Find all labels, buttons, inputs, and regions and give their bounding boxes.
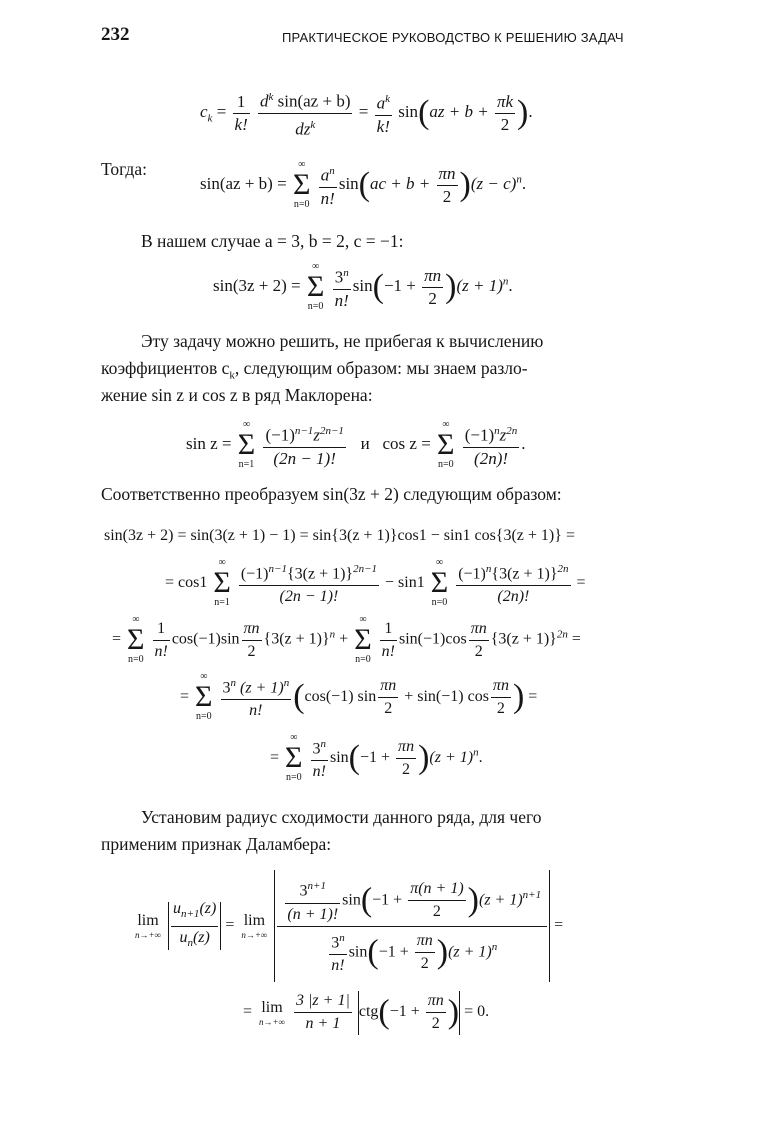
paragraph-1-line-3: жение sin z и cos z в ряд Маклорена: bbox=[101, 385, 373, 405]
running-title: ПРАКТИЧЕСКОЕ РУКОВОДСТВО К РЕШЕНИЮ ЗАДАЧ bbox=[282, 30, 624, 45]
paragraph-3-line-1: Установим радиус сходимости данного ряда, для чего bbox=[141, 807, 542, 827]
paragraph-3-line-2: применим признак Даламбера: bbox=[101, 834, 332, 854]
equation-ck: $c_k$ = $\frac{1}{k!}$ $\frac{d^k \sin(az + b)}{dz^k}$ = $\frac{a^k}{k!}$ sin(az + b + $\frac{\pi k}{2}$ ). bbox=[200, 86, 533, 140]
equation-dalembert-result: = lim n→+∞ $\frac{3 |z + 1|}{n + 1}$ ctg(−1 + $\frac{\pi n}{2}$ ) = 0. bbox=[243, 990, 489, 1035]
equation-sin-series-general: sin(az + b) = ∞ Σ n=0 $\frac{a^n}{n!}$ sin(ac + b + $\frac{\pi n}{2}$ )$(z - c)^n$. bbox=[200, 159, 527, 210]
equation-transform-line-3: = ∞ Σ n=0 $\frac{1}{n!}$ cos(−1)sin $\frac{\pi n}{2}$ $\{3(z + 1)\}^n$ + ∞ Σ n=0 $\frac{1}{n!}$ sin(−1)cos $\frac{\pi n}{2}$ $\{3(z + 1)\}^{2n}$ = bbox=[112, 614, 581, 665]
equation-sin-3z2-series: sin(3z + 2) = ∞ Σ n=0 $\frac{3^n}{n!}$ sin(−1 + $\frac{\pi n}{2}$ )$(z + 1)^n$. bbox=[213, 261, 513, 312]
equation-dalembert: lim n→+∞ $\frac{u_{n+1}(z)}{u_n(z)}$ = lim n→+∞ $\frac{3^{n+1}}{(n + 1)!}$ sin(−1 + $\frac{\pi(n + 1)}{2}$ )$(z + 1)^{n+1}$ $\frac{3^n}{n!}$ sin(−1 + $\frac{\pi n}{2}$ )$(z + 1)^n$ = bbox=[132, 870, 563, 982]
equation-transform-line-5: = ∞ Σ n=0 $\frac{3^n}{n!}$ sin(−1 + $\frac{\pi n}{2}$ )$(z + 1)^n$. bbox=[270, 732, 483, 784]
equation-maclaurin: sin z = ∞ Σ n=1 $\frac{(-1)^{n-1}z^{2n-1}}{(2n - 1)!}$ и cos z = ∞ Σ n=0 $\frac{(-1)^nz^{2n}}{(2n)!}$ . bbox=[186, 419, 526, 470]
equation-transform-line-4: = ∞ Σ n=0 $\frac{3^n (z + 1)^n}{n!}$ (cos(−1) sin $\frac{\pi n}{2}$ + sin(−1) cos $\frac{\pi n}{2}$ ) = bbox=[180, 671, 538, 723]
paragraph-2: Соответственно преобразуем sin(3z + 2) следующим образом: bbox=[101, 484, 562, 504]
paragraph-1-line-2: коэффициентов $c_k$, следующим образом: мы знаем разло- bbox=[101, 358, 528, 382]
text-togda: Тогда: bbox=[101, 159, 147, 179]
page-number: 232 bbox=[101, 24, 130, 45]
paragraph-1-line-1: Эту задачу можно решить, не прибегая к вычислению bbox=[141, 331, 544, 351]
text-nashem-sluchae: В нашем случае a = 3, b = 2, c = −1: bbox=[141, 231, 404, 251]
equation-transform-line-1: sin(3z + 2) = sin(3(z + 1) − 1) = sin{3(z + 1)}cos1 − sin1 cos{3(z + 1)} = bbox=[104, 527, 575, 544]
equation-transform-line-2: = cos1 ∞ Σ n=1 $\frac{(-1)^{n-1}\{3(z + 1)\}^{2n-1}}{(2n - 1)!}$ − sin1 ∞ Σ n=0 $\frac{(-1)^n\{3(z + 1)\}^{2n}}{(2n)!}$ = bbox=[165, 557, 586, 609]
